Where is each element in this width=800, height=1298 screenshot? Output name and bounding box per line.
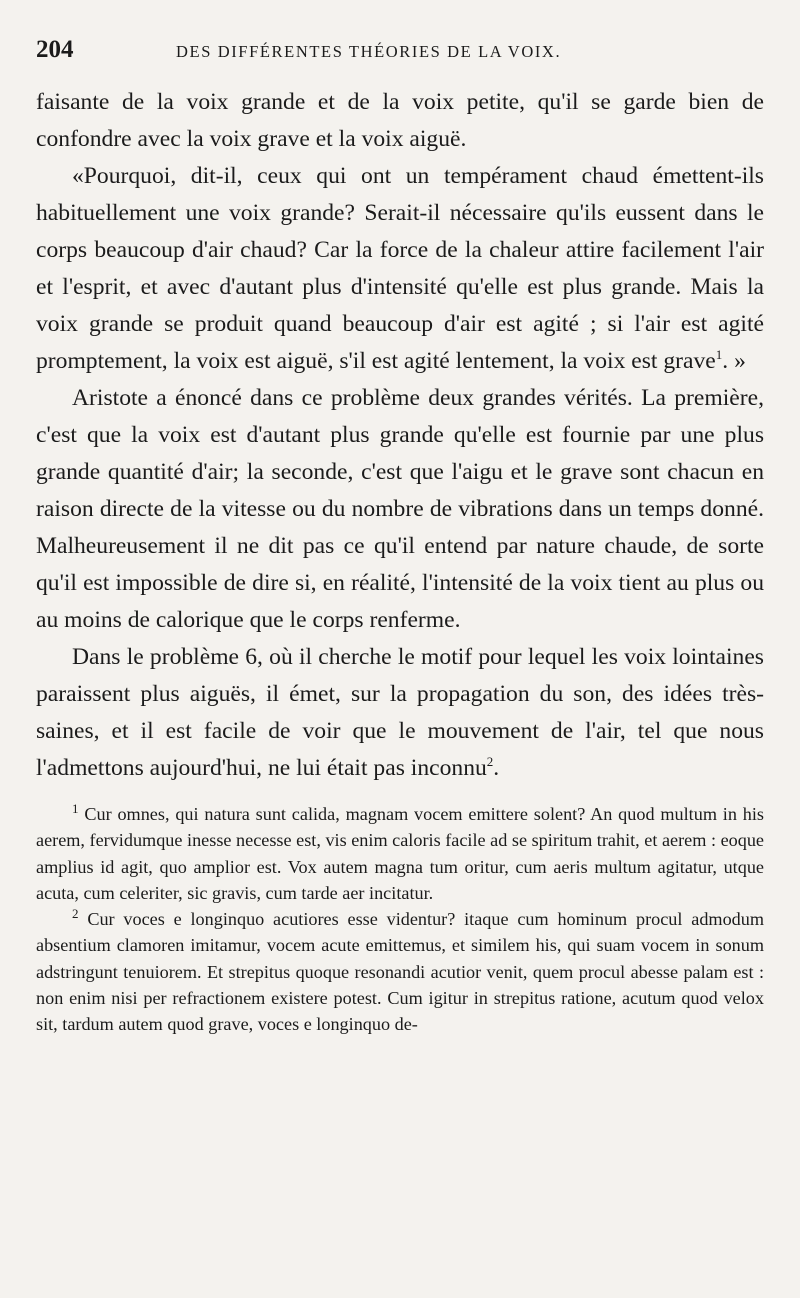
- footnote-mark: 2: [72, 906, 79, 922]
- paragraph-quote: [36, 158, 764, 380]
- footnote-reference[interactable]: 2: [486, 754, 494, 770]
- paragraph-text: Dans le problème 6, où il cherche le motif pour lequel les voix lointaines paraissent plus aiguës, il émet, sur la propagation du son, des idées très-saines, et il est facile de voir que le mouvement de l'air, tel que nous l'admettons aujourd'hui, ne lui était pas inconnu: [36, 644, 764, 781]
- footnote-text: Cur voces e longinquo acutiores esse videntur? itaque cum hominum procul admodum absentium clamoren imitamur, vocem acute emittemus, et similem his, qui suam vocem in sonum adstringunt tenuiorem. Et strepitus quoque resonandi acutior venit, quem procul abesse palam est : non enim nisi per refractionem existere potest. Cum igitur in strepitus ratione, acutum quod velox sit, tardum autem quod grave, voces e longinquo de-: [36, 909, 764, 1035]
- footnote-text: Cur omnes, qui natura sunt calida, magnam vocem emittere solent? An quod multum in his aerem, fervidumque inesse necesse est, vis enim caloris facile ad se spiritum trahit, et aerem : eoque amplius id agit, quo amplior est. Vox autem magna tum oritur, cum aeris multum agitatur, utque acuta, cum celeriter, sic gravis, cum tarde aer incitatur.: [36, 804, 765, 903]
- paragraph-tail: . »: [722, 348, 746, 374]
- paragraph-text: faisante de la voix grande et de la voix petite, qu'il se garde bien de confondre avec la voix grave et la voix aiguë.: [36, 89, 764, 152]
- paragraph-tail: .: [493, 755, 500, 781]
- main-text: [36, 84, 764, 787]
- paragraph-aristote: [36, 380, 764, 639]
- footnotes: [36, 801, 764, 1038]
- paragraph-text: «Pourquoi, dit-il, ceux qui ont un tempérament chaud émettent-ils habituellement une voix grande? Serait-il nécessaire qu'ils eussent dans le corps beaucoup d'air chaud? Car la force de la chaleur attire facilement l'air et l'esprit, et avec d'autant plus d'intensité qu'elle est plus grande. Mais la voix grande se produit quand beaucoup d'air est agité ; si l'air est agité promptement, la voix est aiguë, s'il est agité lentement, la voix est grave: [36, 163, 764, 374]
- footnote-reference[interactable]: 1: [715, 347, 723, 363]
- page-header: [36, 28, 764, 68]
- footnote: [36, 801, 764, 906]
- paragraph-continuation: [36, 84, 764, 158]
- footnote: [36, 906, 764, 1037]
- paragraph-text: Aristote a énoncé dans ce problème deux grandes vérités. La première, c'est que la voix est d'autant plus grande qu'elle est fournie par une plus grande quantité d'air; la seconde, c'est que l'aigu et le grave sont chacun en raison directe de la vitesse ou du nombre de vibrations dans un temps donné. Malheureusement il ne dit pas ce qu'il entend par nature chaude, de sorte qu'il est impossible de dire si, en réalité, l'intensité de la voix tient au plus ou au moins de calorique que le corps renferme.: [36, 385, 764, 633]
- book-page: [36, 28, 764, 1038]
- footnote-mark: 1: [72, 800, 79, 816]
- running-title: DES DIFFÉRENTES THÉORIES DE LA VOIX.: [176, 42, 562, 61]
- paragraph-probleme-6: [36, 639, 764, 787]
- page-number: 204: [36, 36, 74, 63]
